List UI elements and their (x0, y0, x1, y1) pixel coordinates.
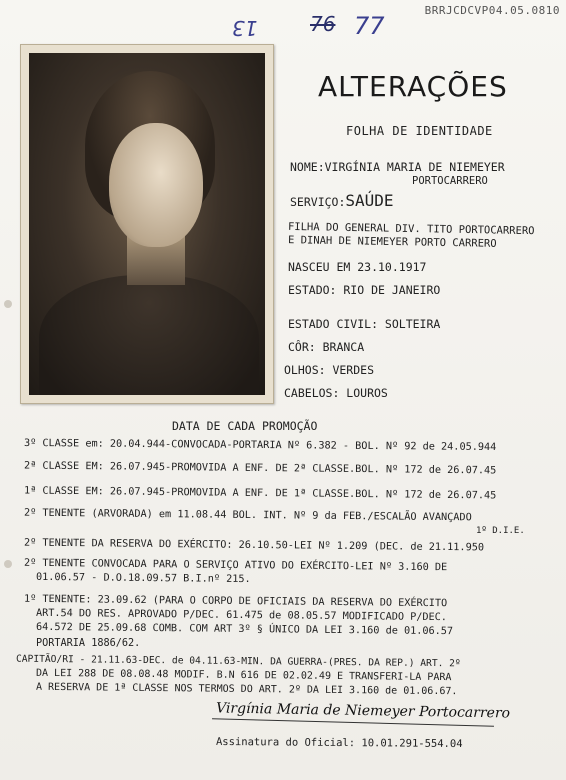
page-subtitle: FOLHA DE IDENTIDADE (346, 124, 493, 138)
filiacao-line-2: E DINAH DE NIEMEYER PORTO CARRERO (287, 234, 497, 250)
promotion-1o-tenente-cont-1: ART.54 DO RES. APROVADO P/DEC. 61.475 de 08.05.57 MODIFICADO P/DEC. (35, 607, 447, 624)
promotion-die-note: 1º D.I.E. (476, 526, 525, 536)
filiacao-line-1: FILHA DO GENERAL DIV. TITO PORTOCARRERO (287, 220, 535, 238)
promotion-3a-classe: 3º CLASSE em: 20.04.944-CONVOCADA-PORTARIA Nº 6.382 - BOL. Nº 92 de 24.05.944 (23, 437, 497, 454)
punch-hole-top (4, 300, 12, 308)
nome-label: NOME:VIRGÍNIA MARIA DE NIEMEYER (290, 160, 505, 174)
punch-hole-bottom (4, 560, 12, 568)
promotion-capitao-cont-2: A RESERVA DE 1ª CLASSE NOS TERMOS DO ART. 2º DA LEI 3.160 de 01.06.67. (35, 681, 458, 698)
promotion-2a-classe: 2ª CLASSE EM: 26.07.945-PROMOVIDA A ENF. DE 2ª CLASSE.BOL. Nº 172 de 26.07.45 (23, 460, 497, 477)
nome-value-2: PORTOCARRERO (412, 175, 488, 187)
promotion-1o-tenente-cont-2: 64.572 DE 25.09.68 COMB. COM ART 3º § ÚNICO DA LEI 3.160 de 01.06.57 (35, 621, 454, 638)
portrait-photo (29, 53, 265, 395)
cabelos-field: CABELOS: LOUROS (284, 386, 388, 400)
promotion-2o-tenente-reserva: 2º TENENTE DA RESERVA DO EXÉRCITO: 26.10.50-LEI Nº 1.209 (DEC. de 21.11.950 (23, 537, 485, 554)
promotions-heading: DATA DE CADA PROMOÇÃO (172, 419, 318, 433)
portrait-photo-frame (20, 44, 274, 404)
promotion-2o-tenente-convocada-cont: 01.06.57 - D.O.18.09.57 B.I.nº 215. (35, 571, 251, 586)
estado-civil-field: ESTADO CIVIL: SOLTEIRA (288, 317, 441, 331)
nascimento-field: NASCEU EM 23.10.1917 (288, 260, 427, 274)
cor-field: CÔR: BRANCA (288, 340, 365, 354)
promotion-capitao-cont-1: DA LEI 288 DE 08.08.48 MODIF. B.N 616 DE 02.02.49 E TRANSFERI-LA PARA (35, 667, 452, 684)
servico-field: SERVIÇO:SAÚDE (290, 191, 394, 210)
olhos-field: OLHOS: VERDES (284, 363, 375, 377)
archive-reference-code: BRRJCDCVP04.05.0810 (424, 4, 560, 17)
handwritten-number-left: 13 (232, 16, 258, 40)
signature-caption: Assinatura do Oficial: 10.01.291-554.04 (215, 735, 463, 751)
promotion-capitao: CAPITÃO/RI - 21.11.63-DEC. de 04.11.63-MIN. DA GUERRA-(PRES. DA REP.) ART. 2º (15, 653, 461, 670)
handwritten-number-crossed: 76 (310, 12, 336, 36)
promotion-1o-tenente: 1º TENENTE: 23.09.62 (PARA O CORPO DE OFICIAIS DA RESERVA DO EXÉRCITO (23, 593, 448, 610)
estado-field: ESTADO: RIO DE JANEIRO (288, 283, 441, 297)
promotion-1o-tenente-cont-3: PORTARIA 1886/62. (36, 638, 141, 649)
promotion-2o-tenente-convocada: 2º TENENTE CONVOCADA PARA O SERVIÇO ATIVO DO EXÉRCITO-LEI Nº 3.160 DE (23, 557, 448, 574)
promotion-2o-tenente-arvorada: 2º TENENTE (ARVORADA) em 11.08.44 BOL. INT. Nº 9 da FEB./ESCALÃO AVANÇADO (23, 507, 472, 524)
handwritten-number-right: 77 (354, 12, 385, 40)
promotion-1a-classe: 1ª CLASSE EM: 26.07.945-PROMOVIDA A ENF. DE 1ª CLASSE.BOL. Nº 172 de 26.07.45 (23, 485, 497, 502)
page-title: ALTERAÇÕES (318, 70, 508, 103)
officer-signature: Virgínia Maria de Niemeyer Portocarrero (215, 700, 511, 722)
